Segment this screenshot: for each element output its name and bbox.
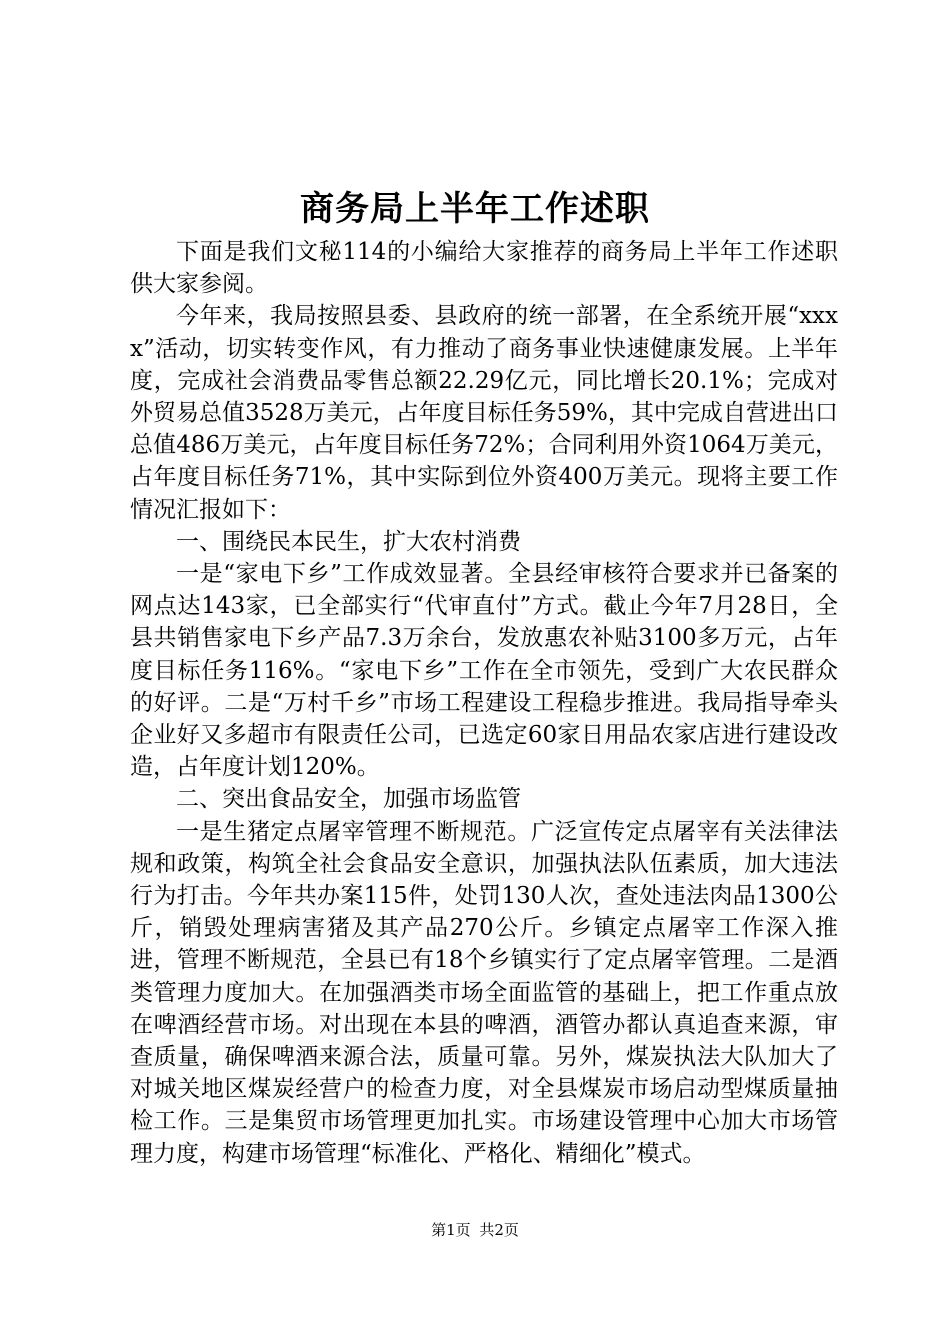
page-footer [0, 1218, 950, 1242]
paragraph-section-2: 一是生猪定点屠宰管理不断规范。广泛宣传定点屠宰有关法律法规和政策，构筑全社会食品安全意识，加强执法队伍素质，加大违法行为打击。今年共办案115件，处罚130人次，查处违法肉品1300公斤，销毁处理病害猪及其产品270公斤。乡镇定点屠宰工作深入推进，管理不断规范，全县已有18个乡镇实行了定点屠宰管理。二是酒类管理力度加大。在加强酒类市场全面监管的基础上，把工作重点放在啤酒经营市场。对出现在本县的啤酒，酒管办都认真追查来源，审查质量，确保啤酒来源合法，质量可靠。另外，煤炭执法大队加大了对城关地区煤炭经营户的检查力度，对全县煤炭市场启动型煤质量抽检工作。三是集贸市场管理更加扎实。市场建设管理中心加大市场管理力度，构建市场管理“标准化、严格化、精细化”模式。 [130, 818, 838, 1167]
page-total: 共2页 [479, 1221, 519, 1239]
page-number: 第1页 [431, 1221, 471, 1239]
section-heading-2: 二、突出食品安全，加强市场监管 [176, 786, 521, 813]
section-heading-1: 一、围绕民本民生，扩大农村消费 [176, 528, 521, 555]
document-body [130, 236, 838, 1170]
document-title: 商务局上半年工作述职 [300, 189, 650, 229]
paragraph-section-1: 一是“家电下乡”工作成效显著。全县经审核符合要求并已备案的网点达143家，已全部实行“代审直付”方式。截止今年7月28日，全县共销售家电下乡产品7.3万余台，发放惠农补贴3100多万元，占年度目标任务116%。“家电下乡”工作在全市领先，受到广大农民群众的好评。二是“万村千乡”市场工程建设工程稳步推进。我局指导牵头企业好又多超市有限责任公司，已选定60家日用品农家店进行建设改造，占年度计划120%。 [130, 561, 838, 781]
paragraph-intro: 下面是我们文秘114的小编给大家推荐的商务局上半年工作述职供大家参阅。 [130, 239, 838, 298]
paragraph-overview: 今年来，我局按照县委、县政府的统一部署，在全系统开展“xxxx”活动，切实转变作风，有力推动了商务事业快速健康发展。上半年度，完成社会消费品零售总额22.29亿元，同比增长20.1%；完成对外贸易总值3528万美元，占年度目标任务59%，其中完成自营进出口总值486万美元，占年度目标任务72%；合同利用外资1064万美元，占年度目标任务71%，其中实际到位外资400万美元。现将主要工作情况汇报如下： [130, 303, 838, 523]
